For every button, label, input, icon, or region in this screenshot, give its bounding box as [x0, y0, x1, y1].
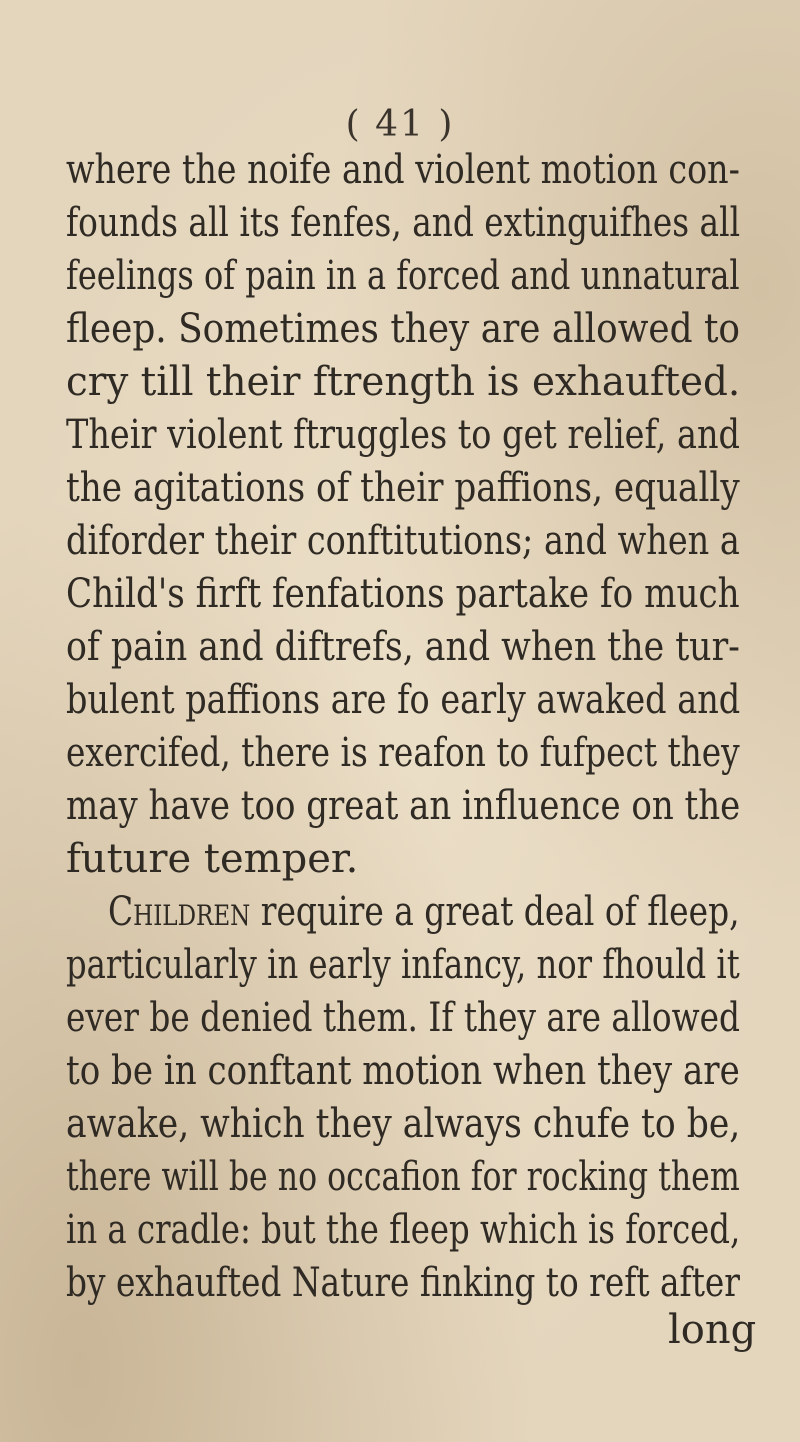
- text-line: where the noife and violent motion con-: [66, 147, 740, 193]
- text-line: in a cradle: but the fleep which is forced,: [66, 1207, 741, 1253]
- text-line: ever be denied them. If they are allowed: [66, 995, 741, 1041]
- text-line: may have too great an influence on the: [66, 783, 741, 829]
- text-line: Their violent ftruggles to get relief, and: [66, 412, 740, 458]
- text-line: fleep. Sometimes they are allowed to: [66, 306, 740, 352]
- page-number: ( 41 ): [345, 104, 455, 145]
- text-line: by exhaufted Nature finking to reft after: [66, 1260, 740, 1306]
- text-line: founds all its fenfes, and extinguifhes all: [66, 200, 741, 246]
- text-line: awake, which they always chufe to be,: [66, 1101, 741, 1147]
- paragraph-opening-rest: require a great deal of fleep,: [250, 889, 740, 935]
- text-line: to be in conftant motion when they are: [66, 1048, 740, 1094]
- catchword: long: [668, 1307, 757, 1353]
- paragraph-opening-line: [108, 890, 740, 934]
- text-line: particularly in early infancy, nor fhould it: [66, 942, 740, 988]
- text-line: there will be no occafion for rocking them: [66, 1154, 740, 1200]
- paragraph-lead-word: Children: [108, 889, 251, 935]
- text-line: future temper.: [66, 836, 359, 882]
- text-line: of pain and diftrefs, and when the tur-: [66, 624, 740, 670]
- text-line: exercifed, there is reafon to fufpect they: [66, 730, 740, 776]
- text-line: cry till their ftrength is exhaufted.: [66, 359, 741, 405]
- text-line: bulent paffions are fo early awaked and: [66, 677, 741, 723]
- text-line: the agitations of their paffions, equally: [66, 465, 740, 511]
- text-line: feelings of pain in a forced and unnatural: [66, 253, 740, 299]
- text-line: Child's firft fenfations partake fo much: [66, 571, 740, 617]
- text-line: diforder their conftitutions; and when a: [66, 518, 740, 564]
